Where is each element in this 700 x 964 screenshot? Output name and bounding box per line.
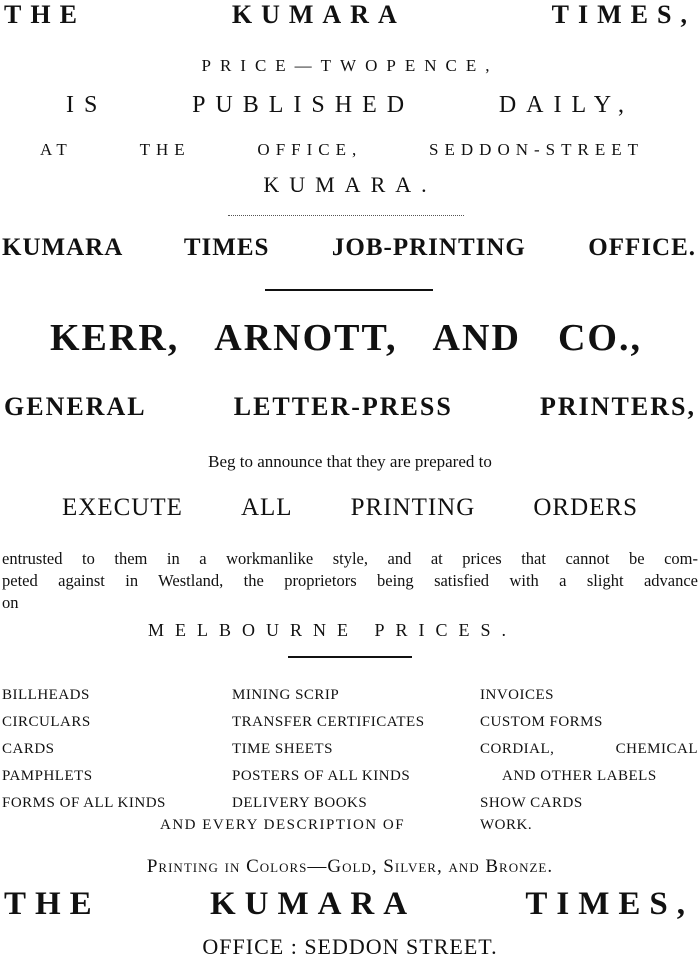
service-item: SHOW CARDS: [480, 795, 583, 811]
masthead-word: THE: [4, 0, 86, 29]
header-divider: [228, 215, 464, 216]
masthead-title: [4, 0, 696, 30]
masthead-word: KUMARA: [231, 0, 406, 29]
service-item: MINING SCRIP: [232, 687, 340, 703]
trade-word: LETTER-PRESS: [233, 392, 453, 421]
services-column-2: [232, 682, 425, 817]
services-closing-end: WORK.: [480, 817, 533, 833]
service-item: INVOICES: [480, 687, 554, 703]
body-paragraph: [2, 548, 698, 614]
service-item: CUSTOM FORMS: [480, 714, 603, 730]
trade-word: PRINTERS,: [540, 392, 696, 421]
heading-rule: [265, 289, 433, 291]
execute-word: PRINTING: [350, 494, 476, 521]
body-line: peted against in Westland, the proprietors being satisfied with a slight advance: [2, 571, 698, 590]
footer-title-word: TIMES,: [525, 886, 694, 922]
footer-title: [4, 886, 694, 923]
job-office-heading-text: KUMARA TIMES JOB-PRINTING OFFICE.: [2, 234, 696, 261]
execute-word: ALL: [240, 494, 293, 521]
published-word: DAILY,: [498, 92, 634, 118]
footer-title-word: THE: [4, 886, 101, 922]
office-word: OFFICE,: [257, 140, 363, 159]
service-item: DELIVERY BOOKS: [232, 795, 368, 811]
office-word: AT: [40, 140, 73, 159]
published-word: IS: [66, 92, 108, 118]
trade-line: [4, 392, 696, 422]
services-column-3: [480, 682, 698, 817]
service-item: FORMS OF ALL KINDS: [2, 795, 166, 811]
office-word: THE: [139, 140, 191, 159]
announce-line: Beg to announce that they are prepared to: [208, 452, 492, 471]
firm-name: [50, 316, 642, 360]
body-line: entrusted to them in a workmanlike style, and at prices that cannot be com-: [2, 549, 698, 568]
service-item: POSTERS OF ALL KINDS: [232, 768, 411, 784]
body-line: on: [2, 593, 19, 612]
service-item: CORDIAL, CHEMICAL: [480, 741, 698, 757]
office-word: SEDDON-STREET: [429, 140, 644, 159]
service-item: AND OTHER LABELS: [502, 768, 657, 784]
trade-word: GENERAL: [4, 392, 147, 421]
services-closing: AND EVERY DESCRIPTION OF: [160, 817, 406, 833]
service-item: PAMPHLETS: [2, 768, 93, 784]
price-line: PRICE—TWOPENCE,: [201, 56, 499, 75]
execute-line: [62, 494, 638, 522]
service-item: TRANSFER CERTIFICATES: [232, 714, 425, 730]
published-daily-line: [66, 92, 634, 119]
footer-office: OFFICE : SEDDON STREET.: [202, 934, 498, 959]
services-column-1: [2, 682, 166, 817]
job-office-heading: [2, 234, 696, 262]
service-item: CARDS: [2, 741, 55, 757]
footer-title-word: KUMARA: [209, 886, 417, 922]
services-rule: [288, 656, 412, 658]
masthead-word: TIMES,: [551, 0, 696, 29]
firm-name-text: KERR, ARNOTT, AND CO.,: [50, 317, 642, 359]
execute-word: ORDERS: [533, 494, 638, 521]
service-item: TIME SHEETS: [232, 741, 333, 757]
office-address-line: [40, 140, 644, 160]
town-name: KUMARA.: [263, 172, 437, 197]
service-item: CIRCULARS: [2, 714, 91, 730]
colors-line: Printing in Colors—Gold, Silver, and Bronze.: [146, 856, 554, 877]
published-word: PUBLISHED: [192, 92, 415, 118]
execute-word: EXECUTE: [62, 494, 183, 521]
service-item: BILLHEADS: [2, 687, 90, 703]
melbourne-prices: MELBOURNE PRICES.: [148, 620, 518, 640]
